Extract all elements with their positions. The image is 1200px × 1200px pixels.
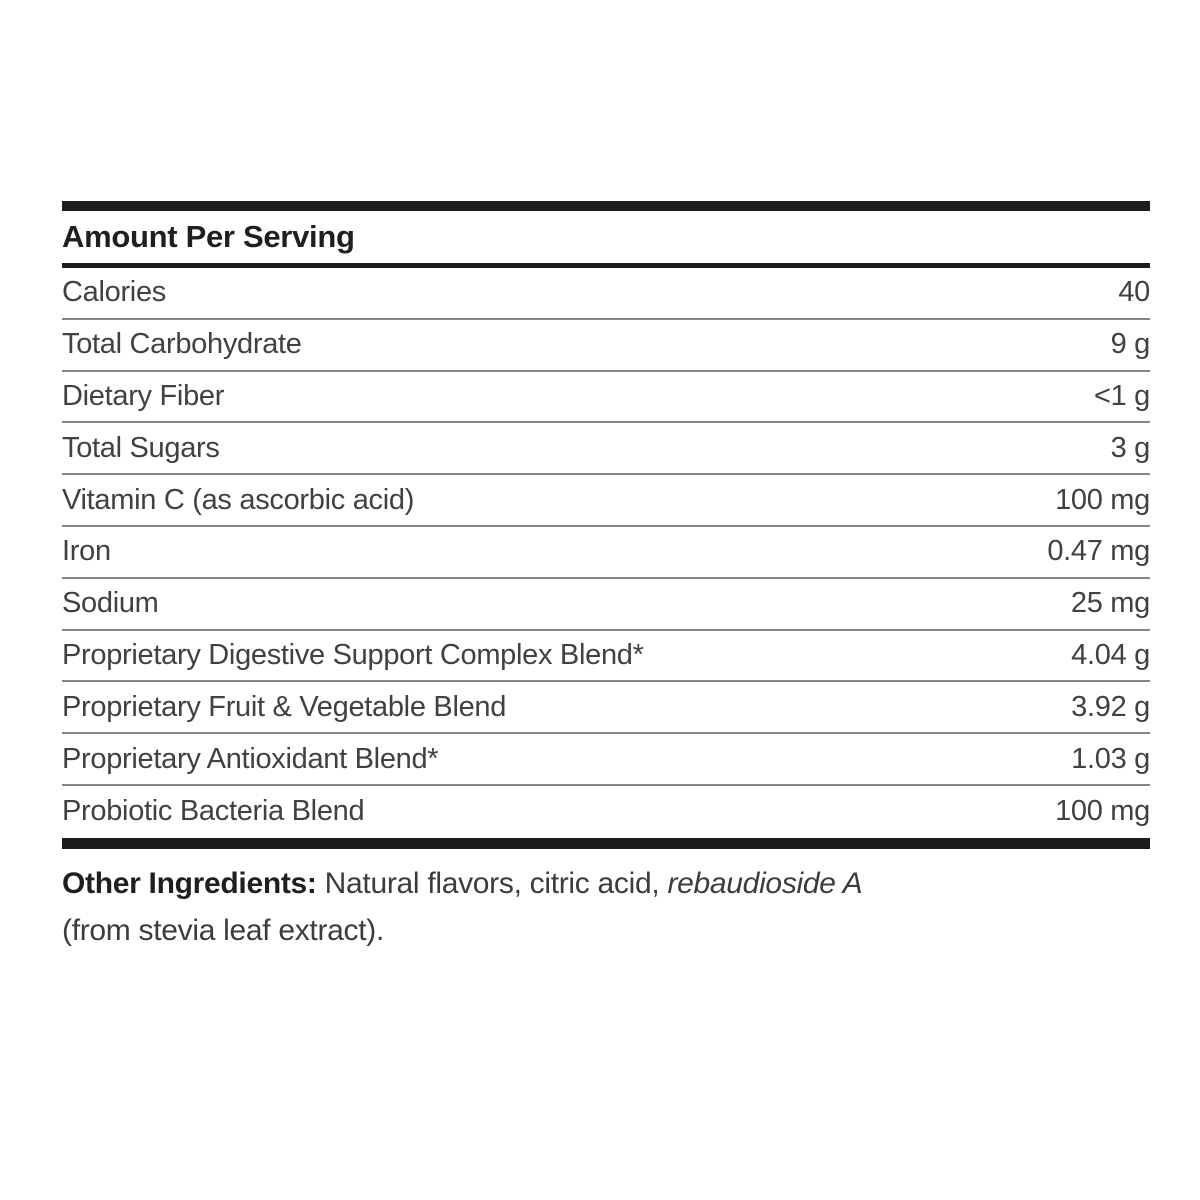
nutrient-value: 25 mg: [1070, 587, 1150, 620]
nutrient-name: Total Carbohydrate: [62, 328, 302, 361]
nutrient-value: 1.03 g: [1071, 742, 1150, 775]
nutrient-row-vitamin-c: [62, 475, 1150, 527]
nutrient-value: 100 mg: [1055, 483, 1150, 516]
nutrient-name: Proprietary Antioxidant Blend*: [62, 742, 439, 775]
nutrient-name: Dietary Fiber: [62, 379, 225, 412]
bottom-divider-bar: [62, 838, 1150, 849]
nutrient-name: Proprietary Fruit & Vegetable Blend: [62, 690, 507, 723]
nutrient-name: Total Sugars: [62, 431, 220, 464]
top-divider-bar: [62, 201, 1150, 211]
supplement-facts-panel: [62, 201, 1150, 849]
nutrient-name: Vitamin C (as ascorbic acid): [62, 483, 415, 516]
nutrient-value: 3 g: [1110, 431, 1150, 464]
nutrient-row-iron: [62, 527, 1150, 579]
nutrient-value: 100 mg: [1055, 795, 1150, 828]
nutrient-value: 0.47 mg: [1047, 535, 1150, 568]
nutrient-value: 9 g: [1110, 328, 1150, 361]
nutrient-row-fruit-vegetable-blend: [62, 682, 1150, 734]
other-ingredients-label: Other Ingredients:: [62, 867, 317, 900]
nutrient-value: 40: [1118, 276, 1150, 309]
other-ingredients-line2: (from stevia leaf extract).: [62, 914, 384, 947]
nutrient-row-total-carbohydrate: [62, 320, 1150, 372]
nutrient-value: 4.04 g: [1071, 638, 1150, 671]
nutrient-value: 3.92 g: [1071, 690, 1150, 723]
amount-per-serving-heading: Amount Per Serving: [62, 219, 355, 254]
nutrient-row-total-sugars: [62, 423, 1150, 475]
other-ingredients: [62, 860, 1062, 954]
nutrient-value: <1 g: [1093, 379, 1150, 412]
nutrient-row-sodium: [62, 579, 1150, 631]
panel-header-row: [62, 211, 1150, 263]
nutrient-row-digestive-support-blend: [62, 631, 1150, 683]
nutrient-name: Proprietary Digestive Support Complex Blend*: [62, 638, 644, 671]
nutrient-name: Probiotic Bacteria Blend: [62, 795, 365, 828]
other-ingredients-italic-term: rebaudioside A: [667, 867, 863, 900]
other-ingredients-text: Natural flavors, citric acid,: [324, 867, 660, 900]
nutrient-row-calories: [62, 268, 1150, 320]
nutrient-name: Sodium: [62, 587, 159, 620]
nutrient-row-antioxidant-blend: [62, 734, 1150, 786]
nutrient-name: Calories: [62, 276, 166, 309]
nutrient-row-probiotic-bacteria-blend: [62, 786, 1150, 838]
nutrient-row-dietary-fiber: [62, 372, 1150, 424]
nutrient-name: Iron: [62, 535, 111, 568]
